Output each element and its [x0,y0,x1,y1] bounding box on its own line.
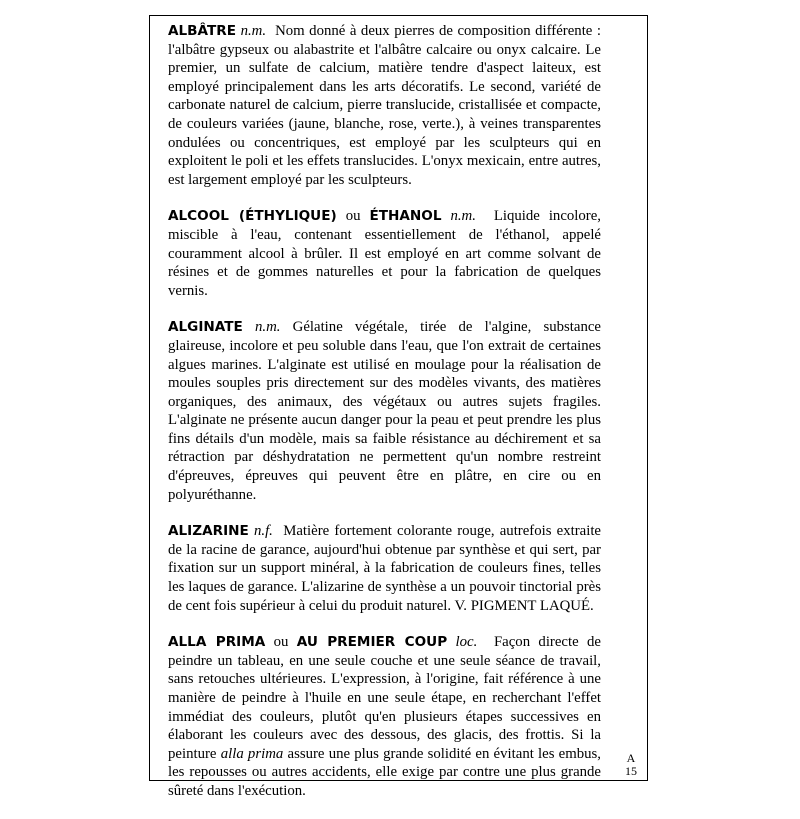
grammatical-category: n.m. [240,23,267,39]
headword-alternate: ÉTHANOL [369,208,442,225]
headword: ALLA PRIMA [168,634,266,651]
definition-text: Façon directe de peindre un tableau, en une seule couche et une seule séance de travail, sans retouches ultérieures. L'expression, à l'origine, fait référence à une manière de peindre à l'huile en une seule étape, en recherchant l'effet immédiat des couleurs, plutôt qu'en plusieurs étapes successives en élaborant les couleurs avec des dessous, des glacis, des frottis. Si la peinture [168,634,601,762]
page-number: 15 [625,764,637,778]
grammatical-category: n.m. [254,319,281,336]
definition-text: Matière fortement colorante rouge, autrefois extraite de la racine de garance, aujourd'hui obtenue par synthèse et qui sert, par fixation sur un support minéral, à la fabrication de couleurs fines, telles les laques de garance. L'alizarine de synthèse a un pouvoir tinctorial près de cent fois supérieur à celui du produit naturel. V. PIGMENT LAQUÉ. [168,523,602,614]
grammatical-category: n.f. [253,523,273,540]
definition-italic-term: alla prima [220,745,284,762]
section-letter: A [626,751,636,765]
entry-alla-prima [168,633,601,800]
definition-text: Gélatine végétale, tirée de l'algine, substance glaireuse, incolore et peu soluble dans l'eau, que l'on extrait de certaines algues marines. L'alginate est utilisé en moulage pour la réalisation de moules souples pris directement sur des modèles vivants, des matières organiques, des animaux, des végétaux ou autres sujets fragiles. L'alginate ne présente aucun danger pour la peau et peut prendre les plus fins détails d'un modèle, mais sa faible résistance au déchirement et sa rétraction par déshydratation ne permettent qu'un nombre restreint d'épreuves, épreuves qui peuvent être en plâtre, en cire ou en polyuréthanne. [168,319,601,503]
definition-text: Nom donné à deux pierres de composition différente : l'albâtre gypseux ou alabastrite et l'albâtre calcaire ou onyx calcaire. Le premier, un sulfate de calcium, matière tendre d'aspect laiteux, est employé principalement dans les arts décoratifs. Le second, variété de carbonate naturel de calcium, pierre translucide, cristallisée et compacte, de couleurs variées (jaune, blanche, rose, verte.), à veines transparentes ondulées ou concentriques, est employé par les sculpteurs qui en exploitent le poli et les effets translucides. L'onyx mexicain, entre autres, est largement employé par les sculpteurs. [168,23,601,188]
headword: ALGINATE [168,319,243,336]
headword: ALBÂTRE [168,23,237,39]
entry-alginate [168,318,601,504]
dictionary-page [149,15,648,799]
grammatical-category: n.m. [450,208,476,225]
definition-text-continued: assure une plus grande solidité en évitant les embus, les repousses ou autres accidents, elle exige par contre une plus grande sûreté dans l'exécution. [168,745,602,799]
page-marker [625,752,637,778]
entry-alizarine [168,522,601,615]
grammatical-category: loc. [455,634,478,651]
headword-connector: ou [345,208,361,225]
headword: ALCOOL (ÉTHYLIQUE) [168,208,337,225]
entry-albatre [168,22,601,189]
definition-text: Liquide incolore, miscible à l'eau, contenant essentiellement de l'éthanol, appelé couramment alcool à brûler. Il est employé en art comme solvant de résines et de gommes naturelles et pour la fabrication de quelques vernis. [168,208,601,299]
entry-alcool [168,207,601,300]
headword-connector: ou [273,634,289,651]
headword-alternate: AU PREMIER COUP [296,634,448,651]
entries-column [168,22,601,819]
headword: ALIZARINE [168,523,249,540]
